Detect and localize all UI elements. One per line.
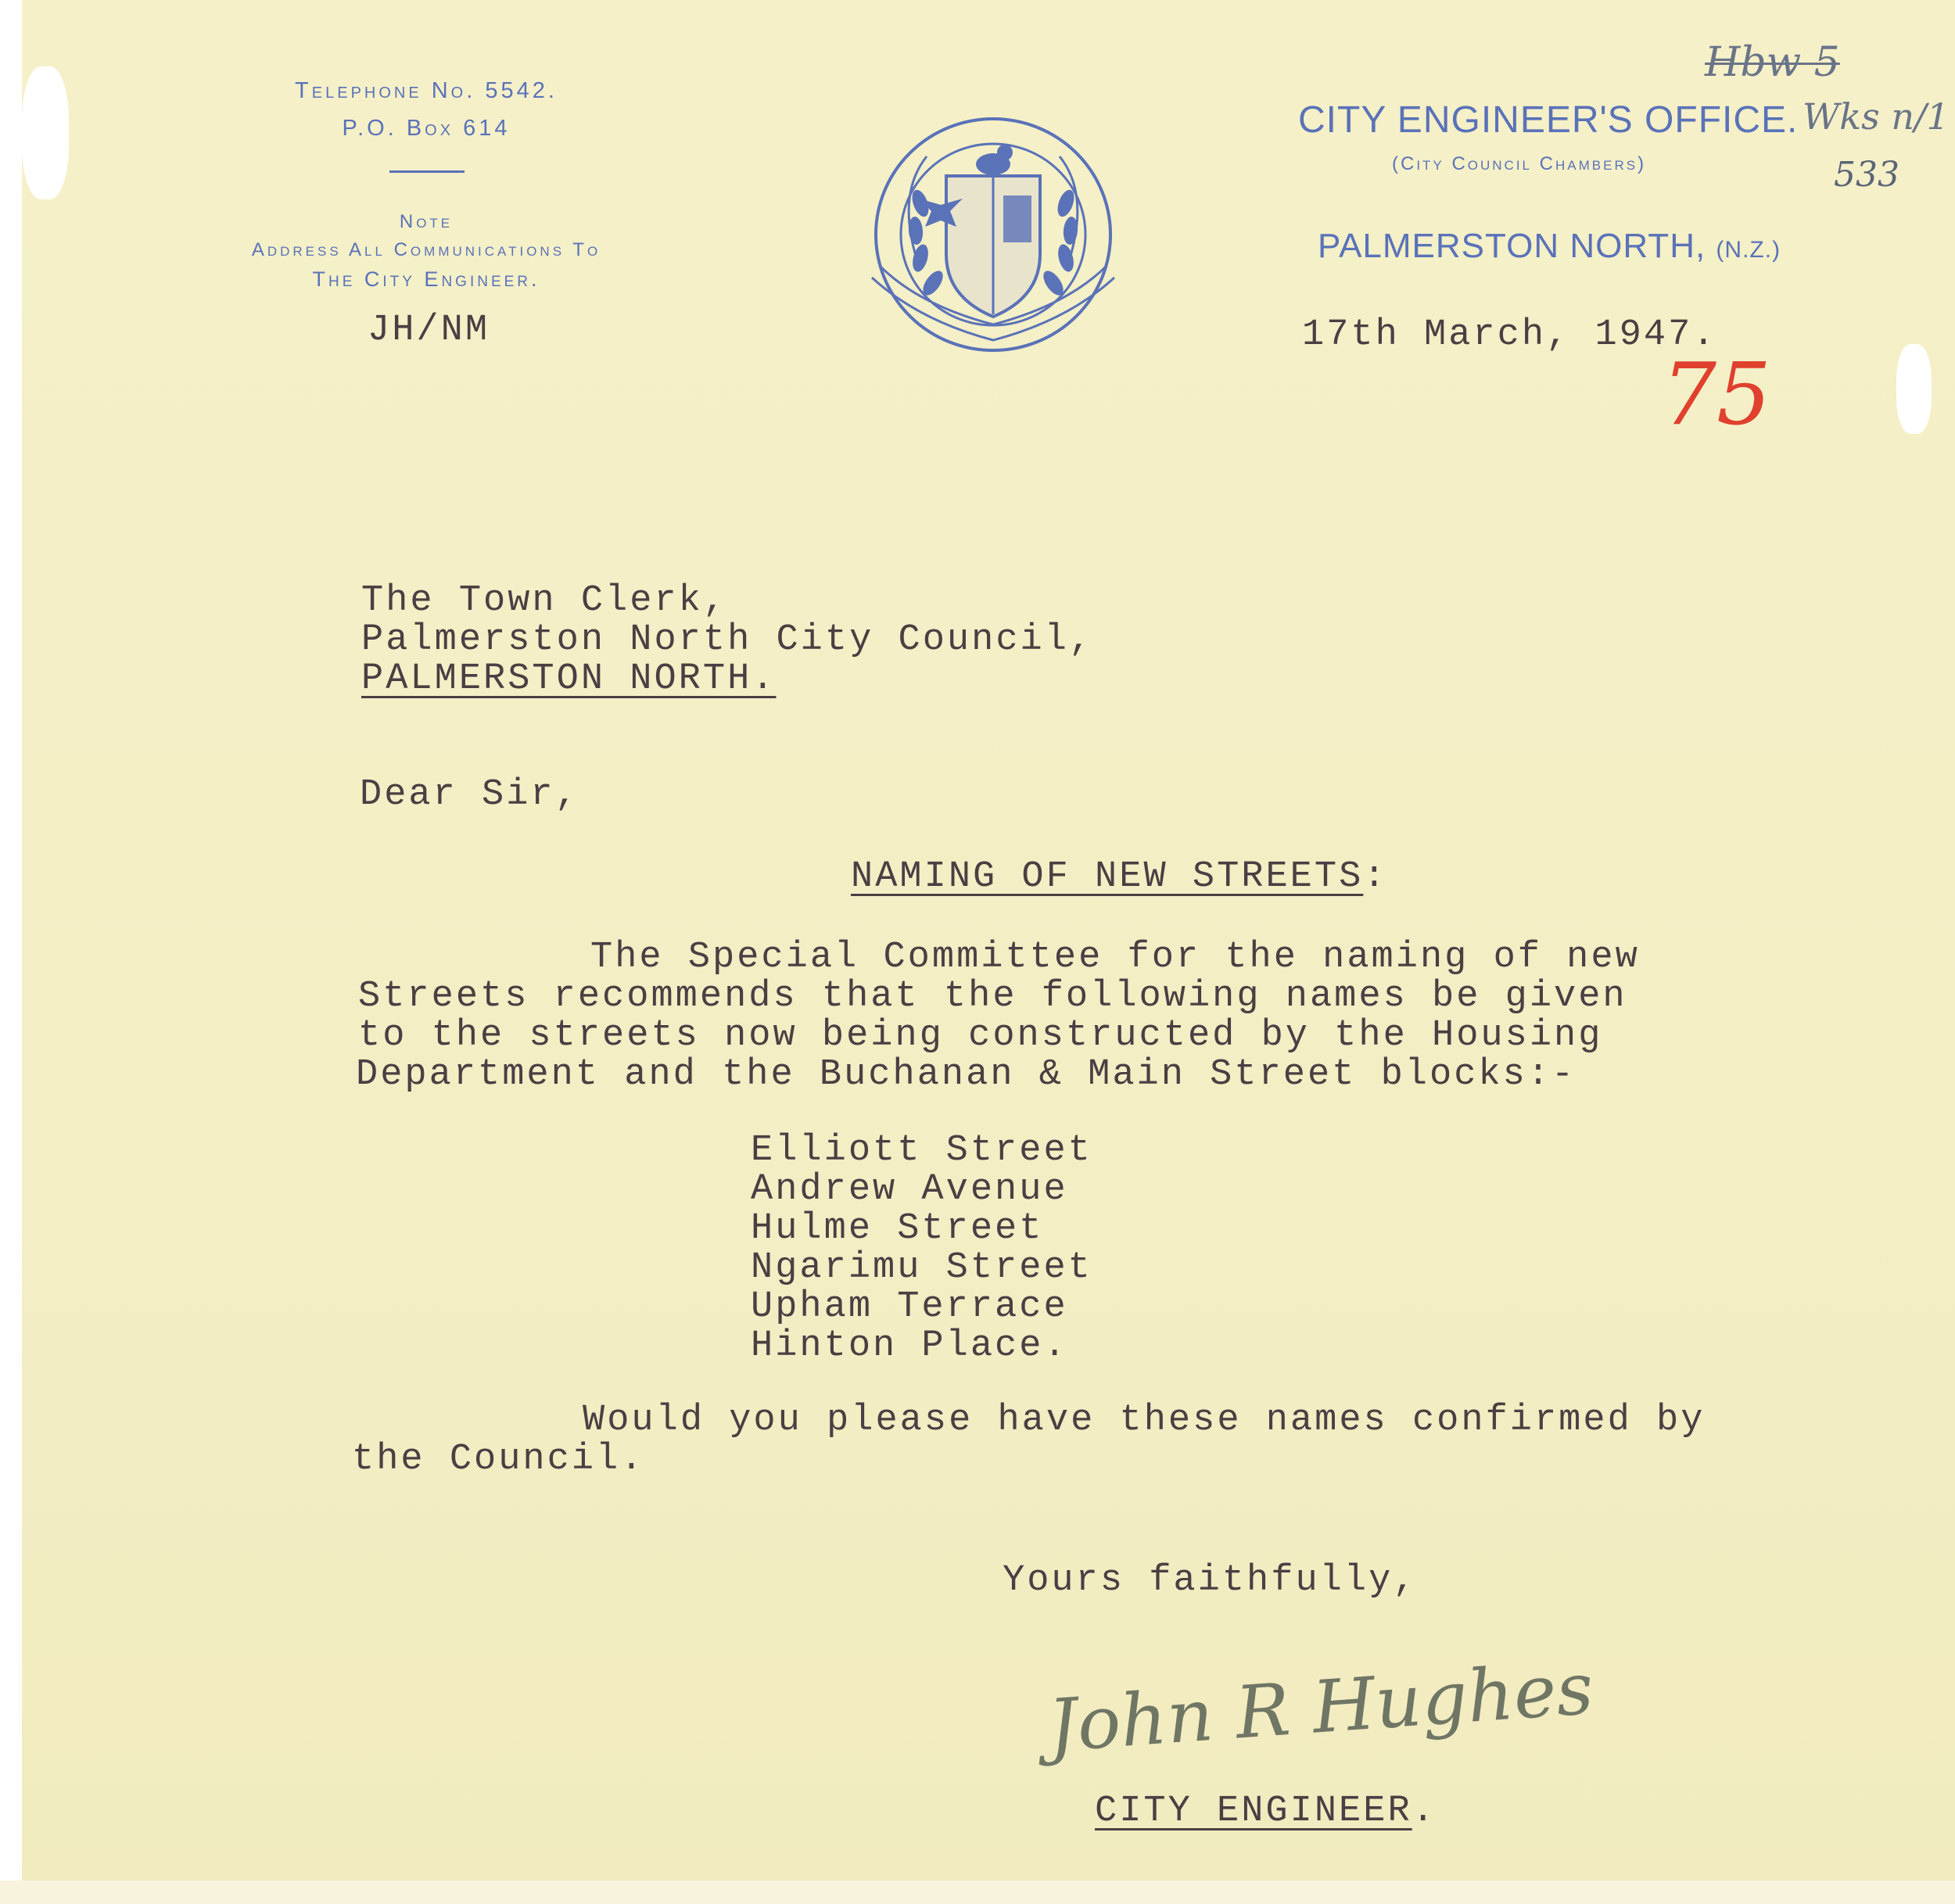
body-line: The Special Committee for the naming of new (590, 937, 1640, 978)
office-chambers: (City Council Chambers) (1392, 153, 1647, 174)
body-line: Department and the Buchanan & Main Street blocks:- (356, 1054, 1577, 1095)
paper-edge-bottom (0, 1881, 1955, 1904)
file-reference: Wks n/1 (1803, 95, 1950, 138)
telephone-number: Telephone No. 5542. (295, 78, 558, 103)
street-name: Ngarimu Street (751, 1247, 1092, 1289)
signatory-title (1095, 1791, 1437, 1832)
subject-colon: : (1363, 856, 1388, 898)
note-heading: Note (399, 211, 454, 232)
po-box: P.O. Box 614 (342, 116, 511, 141)
letter-date: 17th March, 1947. (1302, 314, 1717, 356)
recipient-city: PALMERSTON NORTH. (361, 658, 777, 700)
recipient-line: The Town Clerk, (361, 580, 728, 622)
street-name: Andrew Avenue (751, 1169, 1068, 1210)
signatory-title-text: CITY ENGINEER (1095, 1791, 1412, 1832)
paper-edge-left (0, 0, 22, 1904)
street-name: Hulme Street (751, 1208, 1044, 1250)
street-name: Elliott Street (751, 1130, 1092, 1171)
signatory-title-period: . (1412, 1791, 1437, 1832)
paper-tear (22, 66, 69, 199)
struck-file-reference: Hbw 5 (1705, 39, 1840, 86)
council-seal (848, 109, 1138, 360)
office-country: (N.Z.) (1716, 237, 1781, 263)
closing-line: the Council. (352, 1439, 645, 1480)
valediction: Yours faithfully, (1003, 1560, 1418, 1601)
signature: John R Hughes (1046, 1646, 1596, 1769)
office-city (1318, 227, 1781, 266)
paper-tear (1896, 344, 1932, 434)
red-pencil-number: 75 (1662, 344, 1771, 444)
seal-shield-icon (919, 176, 1040, 317)
address-note-line1: Address All Communications To (251, 239, 601, 260)
letterhead-divider (389, 170, 465, 173)
salutation: Dear Sir, (360, 774, 579, 816)
file-number: 533 (1834, 155, 1899, 195)
subject-text: NAMING OF NEW STREETS (851, 856, 1364, 898)
recipient-line: Palmerston North City Council, (361, 619, 1094, 661)
subject-heading (851, 856, 1388, 898)
office-city-name: PALMERSTON NORTH, (1318, 227, 1706, 265)
closing-line: Would you please have these names confirmed by (583, 1400, 1706, 1441)
reference-initials: JH/NM (368, 310, 490, 351)
office-title: CITY ENGINEER'S OFFICE. (1298, 99, 1799, 141)
body-line: to the streets now being constructed by the Housing (358, 1015, 1603, 1056)
street-name: Upham Terrace (751, 1286, 1068, 1328)
address-note-line2: The City Engineer. (312, 267, 540, 291)
seal-lion-crest-icon (976, 145, 1013, 175)
street-name: Hinton Place. (751, 1325, 1068, 1367)
body-line: Streets recommends that the following names be given (358, 976, 1627, 1017)
